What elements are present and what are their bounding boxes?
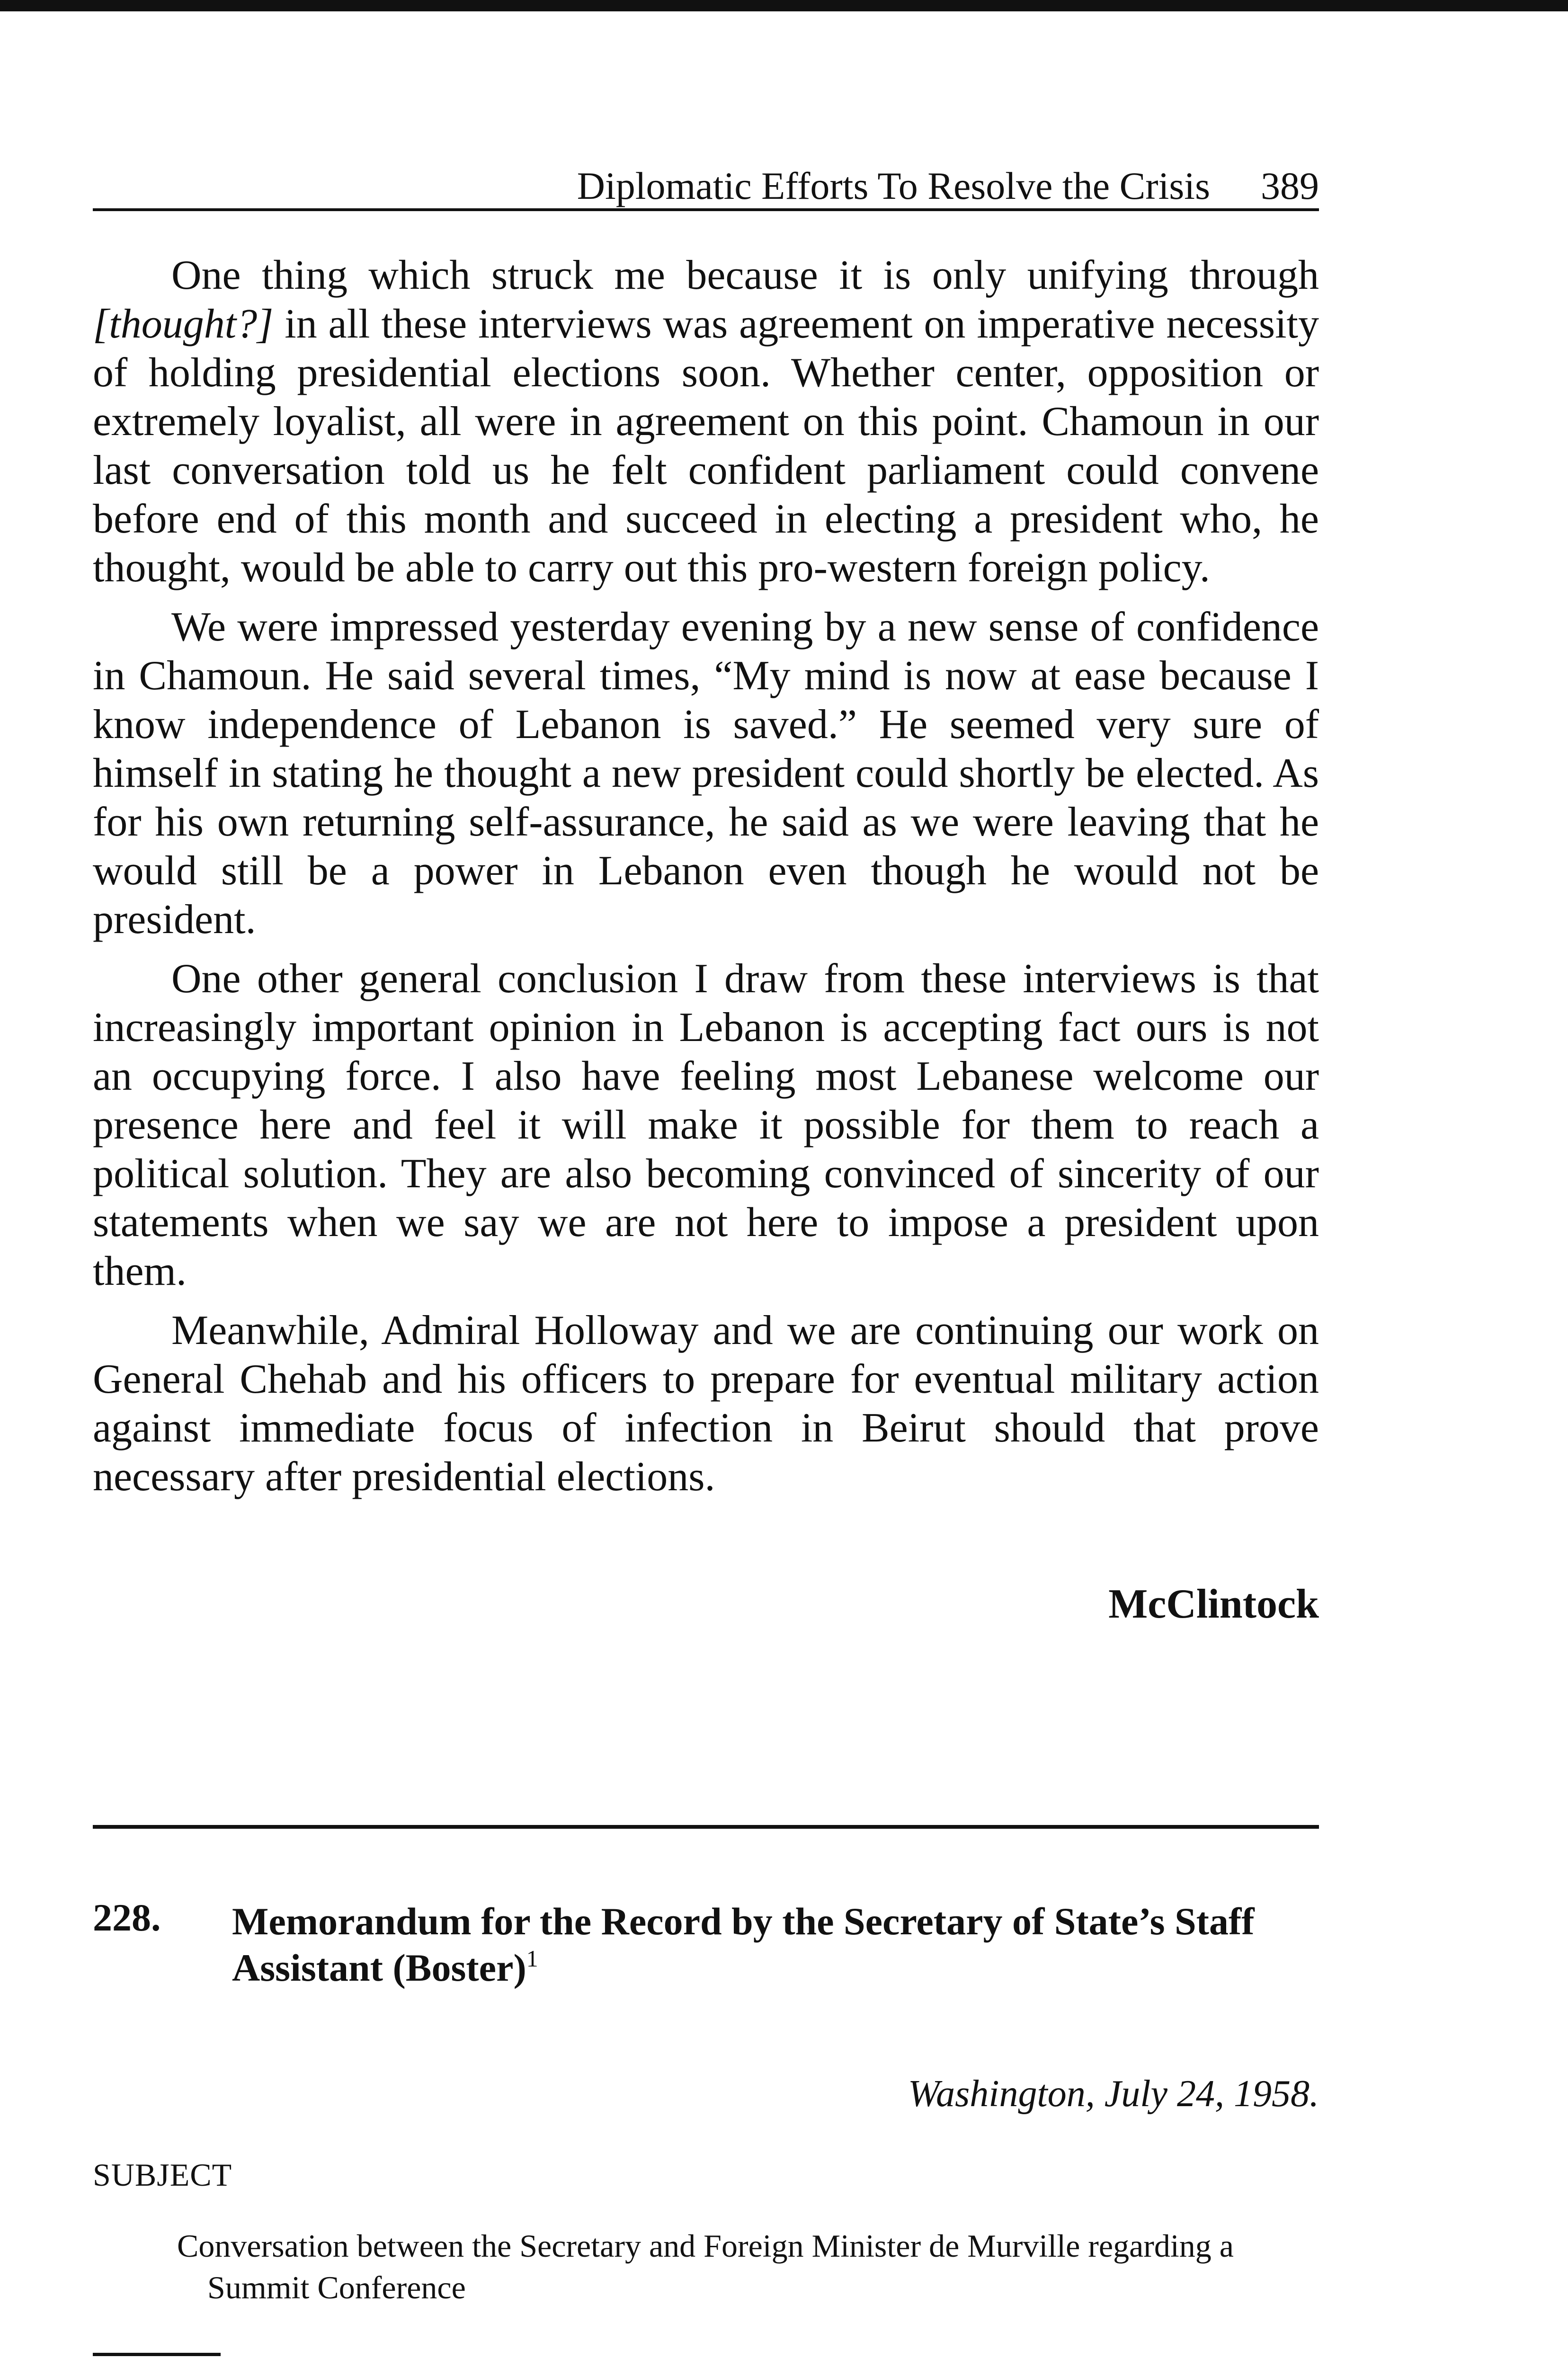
running-head [93, 151, 1319, 211]
document-title [232, 1898, 1321, 1991]
section-divider [93, 1825, 1319, 1829]
paragraph-3: One other general conclusion I draw from these interviews is that increasingly important opinion in Lebanon is accepting fact ours is not an occupying force. I also have feeling most Lebanese welcome our presence here and feel it will make it possible for them to reach a political solution. They are also becoming convinced of sincerity of our statements when we say we are not here to impose a president upon them. [93, 956, 1319, 1294]
dateline: Washington, July 24, 1958. [908, 2073, 1319, 2115]
paragraph-4: Meanwhile, Admiral Holloway and we are continuing our work on General Chehab and his officers to prepare for eventual military action against immediate focus of infection in Beirut should that prove necessary after presidential elections. [93, 1308, 1319, 1500]
telegram-body [93, 251, 1319, 1512]
footnote-reference: 1 [526, 1945, 538, 1972]
paragraph-1-start: One thing which struck me because it is only unifying through [171, 252, 1319, 298]
signature: McClintock [1108, 1581, 1319, 1627]
document-number: 228. [93, 1896, 161, 1939]
running-head-title: Diplomatic Efforts To Resolve the Crisis [577, 164, 1210, 207]
page-number: 389 [1261, 164, 1319, 207]
page-top-edge [0, 0, 1568, 11]
paragraph-1-rest: in all these interviews was agreement on imperative necessity of holding presidential elections soon. Whether center, opposition or extremely loyalist, all were in agreement on this point. Chamoun in our last conversation told us he felt confident parliament could convene before end of this month and succeed in electing a president who, he thought, would be able to carry out this pro-western foreign policy. [93, 301, 1319, 591]
subject-label: SUBJECT [93, 2157, 232, 2193]
paragraph-1 [93, 251, 1319, 592]
paragraph-2: We were impressed yesterday evening by a new sense of confidence in Chamoun. He said several times, “My mind is now at ease because I know independence of Lebanon is saved.” He seemed very sure of himself in stating he thought a new president could shortly be elected. As for his own returning self-assurance, he said as we were leaving that he would still be a power in Lebanon even though he would not be president. [93, 604, 1319, 943]
editorial-insertion: [thought?] [93, 301, 274, 347]
document-title-text: Memorandum for the Record by the Secretary of State’s Staff Assistant (Boster) [232, 1900, 1255, 1989]
footnote-rule [93, 2353, 221, 2356]
subject-text: Conversation between the Secretary and Foreign Minister de Murville regarding a Summit Conference [177, 2228, 1234, 2305]
